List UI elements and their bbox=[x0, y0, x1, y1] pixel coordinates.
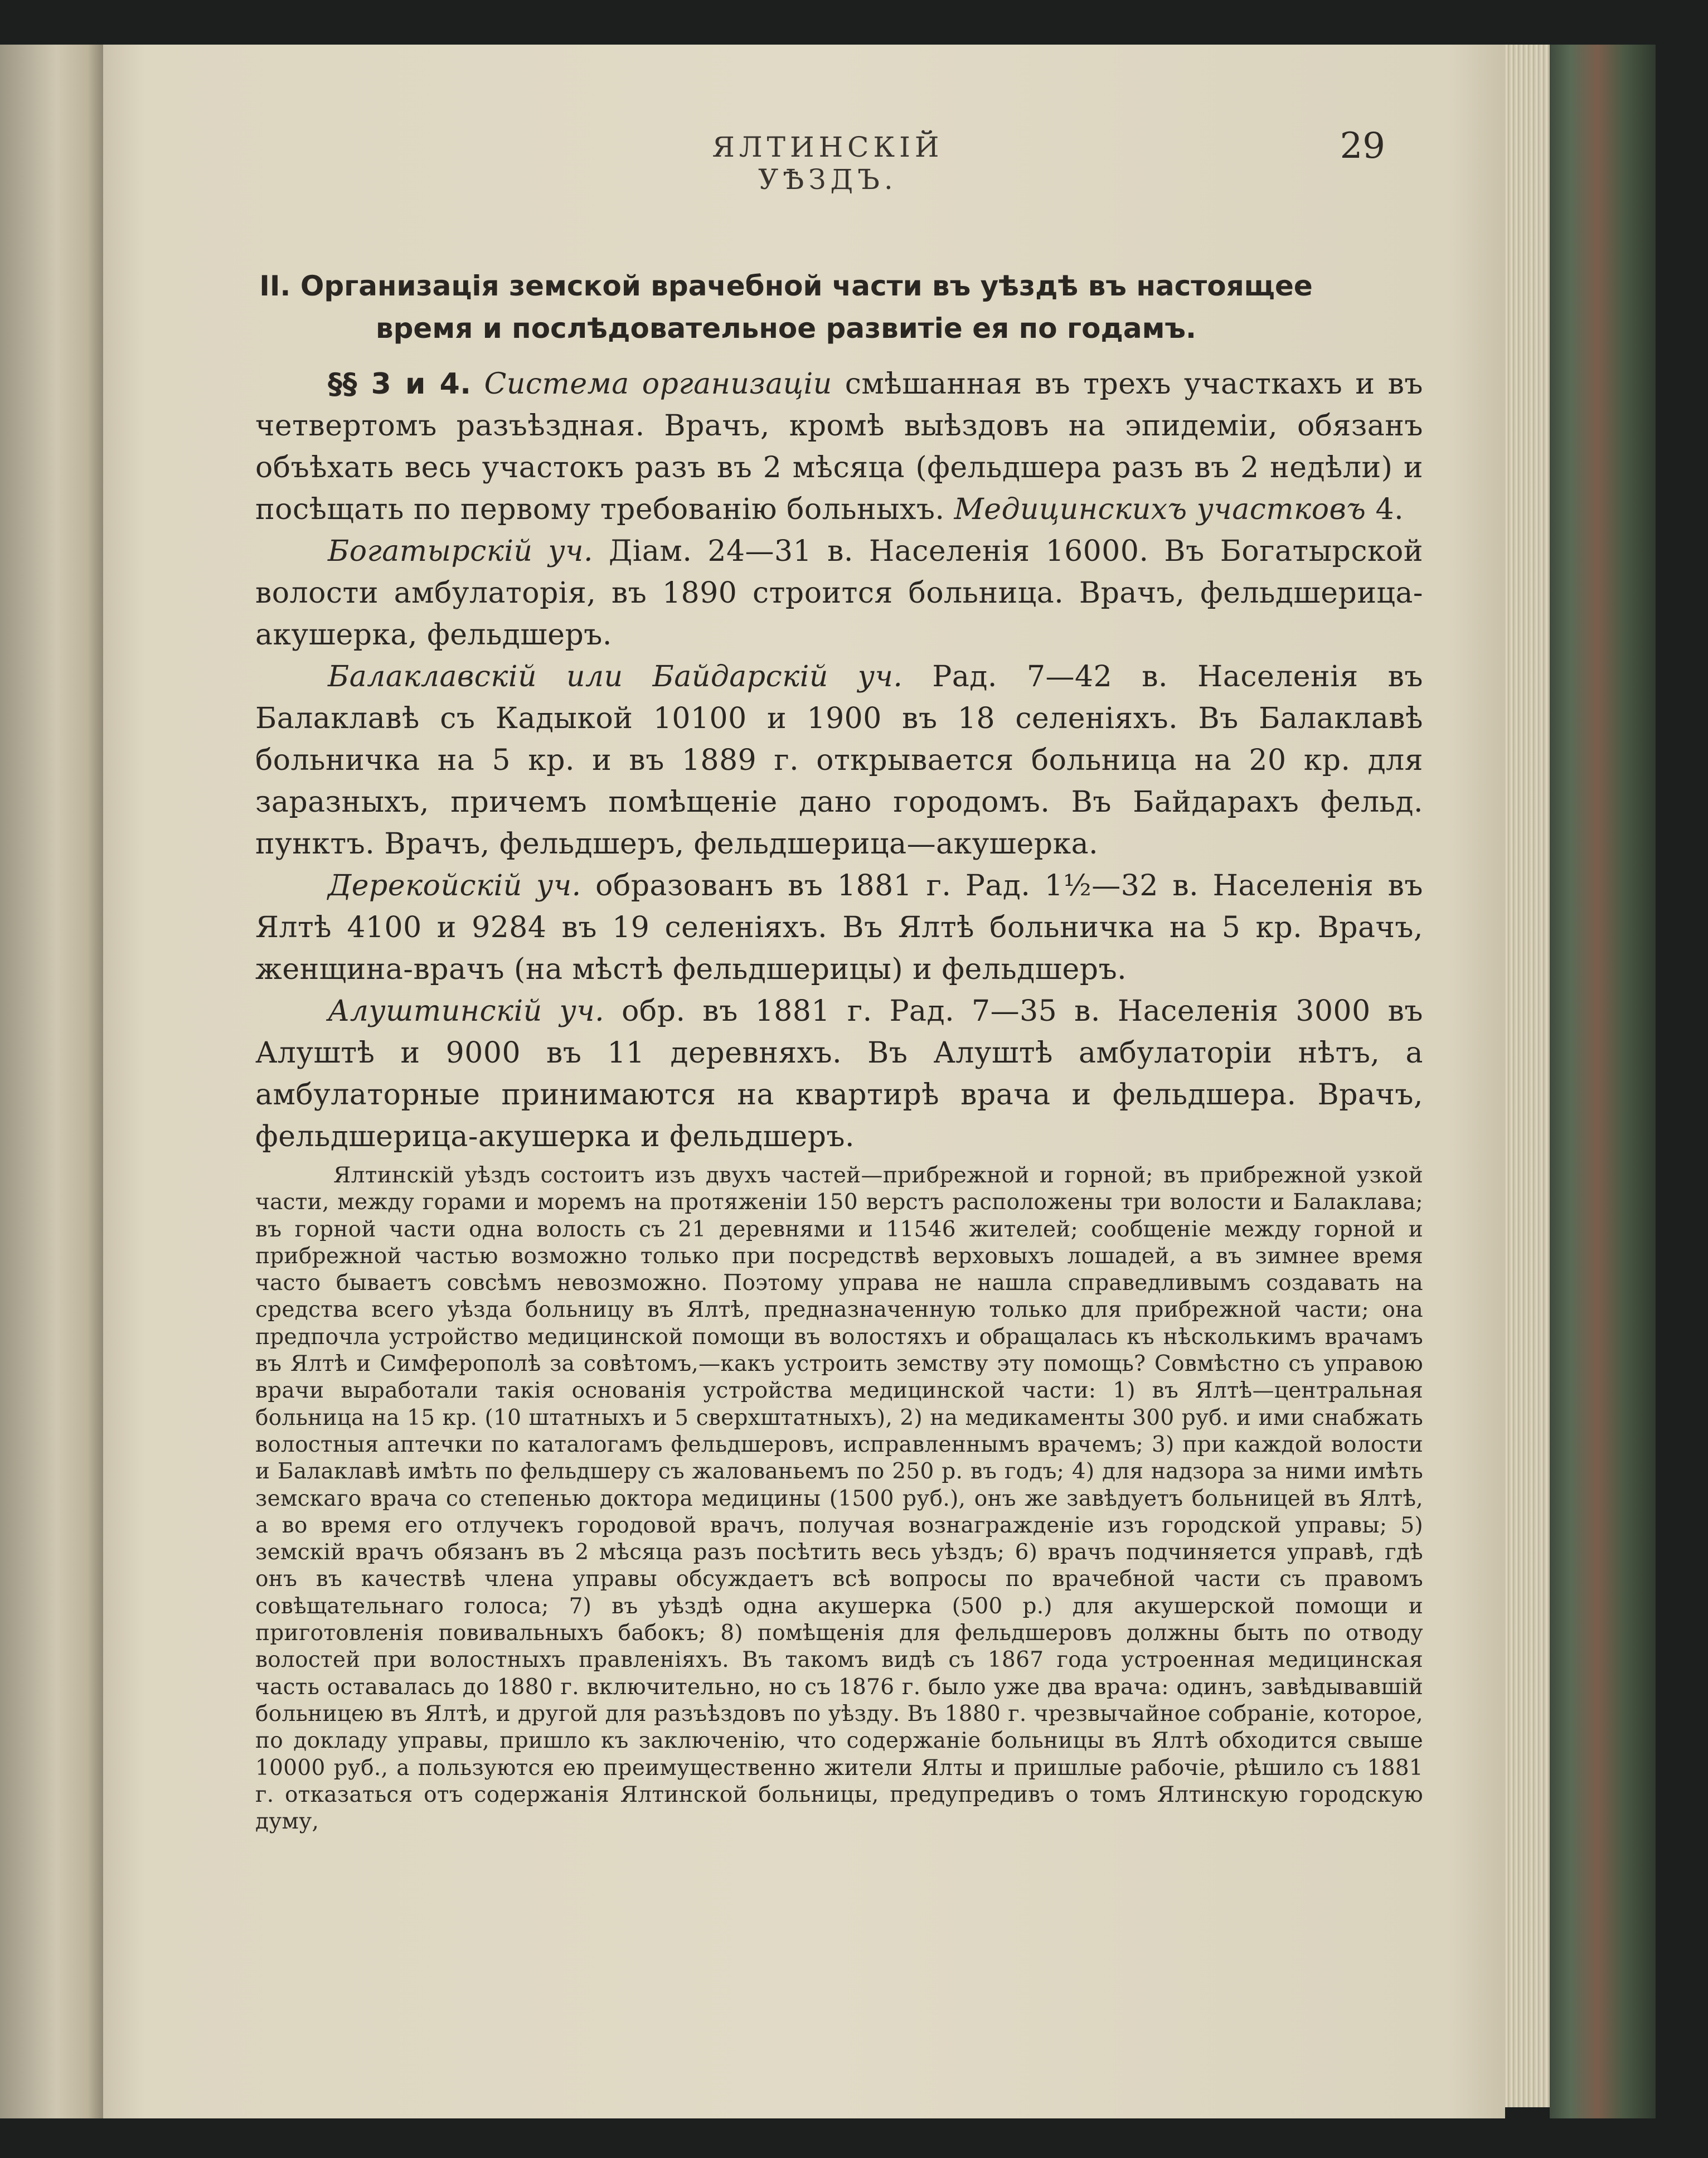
paragraph-text: обр. въ 1881 г. Рад. 7—35 в. Населенія 3000 въ Алуштѣ и 9000 въ 11 деревняхъ. Въ Алуштѣ амбулаторіи нѣтъ, а амбулаторные принимаются на квартирѣ врача и фельдшера. Врачъ, фельдшерица-акушерка и фельдшеръ. bbox=[255, 995, 1423, 1153]
book-cover-board bbox=[1550, 45, 1656, 2118]
paragraph-alushta-district bbox=[255, 991, 1423, 1158]
paragraph-label: Система организаціи bbox=[484, 367, 832, 401]
paragraph-label: Дерекойскій уч. bbox=[328, 869, 581, 903]
paragraph-text-2: 4. bbox=[1366, 493, 1404, 526]
paragraph-bogatyr-district bbox=[255, 531, 1423, 656]
book-page-edges bbox=[1505, 45, 1550, 2107]
book-page bbox=[103, 45, 1505, 2118]
paragraph-derekoy-district bbox=[255, 865, 1423, 991]
paragraph-label: Богатырскій уч. bbox=[328, 535, 594, 568]
paragraph-label-2: Медицинскихъ участковъ bbox=[954, 493, 1366, 526]
paragraph-text: Рад. 7—42 в. Населенія въ Балаклавѣ съ Кадыкой 10100 и 1900 въ 18 селеніяхъ. Въ Балаклавѣ больничка на 5 кр. и въ 1889 г. открывается больница на 20 кр. для заразныхъ, причемъ помѣщеніе дано городомъ. Въ Байдарахъ фельд. пунктъ. Врачъ, фельдшеръ, фельдшерица—акушерка. bbox=[255, 660, 1423, 861]
fine-print-paragraph: Ялтинскій уѣздъ состоитъ изъ двухъ частей—прибрежной и горной; въ прибрежной узкой части, между горами и моремъ на протяженіи 150 верстъ расположены три волости и Балаклава; въ горной части одна волость съ 21 деревнями и 11546 жителей; сообщеніе между горной и прибрежной частью возможно только при посредствѣ верховыхъ лошадей, а въ зимнее время часто бываетъ совсѣмъ невозможно. Поэтому управа не нашла справедливымъ создавать на средства всего уѣзда больницу въ Ялтѣ, предназначенную только для прибрежной части; она предпочла устройство медицинской помощи въ волостяхъ и обращалась къ нѣсколькимъ врачамъ въ Ялтѣ и Симферополѣ за совѣтомъ,—какъ устроить земству эту помощь? Совмѣстно съ управою врачи выработали такія основанія устройства медицинской части: 1) въ Ялтѣ—центральная больница на 15 кр. (10 штатныхъ и 5 сверхштатныхъ), 2) на медикаменты 300 руб. и ими снабжать волостныя аптечки по каталогамъ фельдшеровъ, исправленнымъ врачемъ; 3) при каждой волости и Балаклавѣ имѣть по фельдшеру съ жалованьемъ по 250 р. въ годъ; 4) для надзора за ними имѣть земскаго врача со степенью доктора медицины (1500 руб.), онъ же завѣдуетъ больницей въ Ялтѣ, а во время его отлучекъ городовой врачъ, получая вознагражденіе изъ городской управы; 5) земскій врачъ обязанъ въ 2 мѣсяца разъ посѣтить весь уѣздъ; 6) врачъ подчиняется управѣ, гдѣ онъ въ качествѣ члена управы обсуждаетъ всѣ вопросы по врачебной части съ правомъ совѣщательнаго голоса; 7) въ уѣздѣ одна акушерка (500 р.) для акушерской помощи и приготовленія повивальныхъ бабокъ; 8) помѣщенія для фельдшеровъ должны быть по отводу волостей при волостныхъ правленіяхъ. Въ такомъ видѣ съ 1867 года устроенная медицинская часть оставалась до 1880 г. включительно, но съ 1876 г. было уже два врача: одинъ, завѣдывавшій больницею въ Ялтѣ, и другой для разъѣздовъ по уѣзду. Въ 1880 г. чрезвычайное собраніе, которое, по докладу управы, пришло къ заключенію, что содержаніе больницы въ Ялтѣ обходится свыше 10000 руб., а пользуются ею преимущественно жители Ялты и пришлые рабочіе, рѣшило съ 1881 г. отказаться отъ содержанія Ялтинской больницы, предупредивъ о томъ Ялтинскую городскую думу, bbox=[255, 1163, 1423, 1835]
paragraph-label: Алуштинскій уч. bbox=[328, 995, 605, 1028]
page-number: 29 bbox=[1340, 125, 1385, 167]
body-text bbox=[255, 363, 1423, 1857]
paragraph-lead: §§ 3 и 4. bbox=[328, 367, 472, 401]
paragraph-balaklava-district bbox=[255, 656, 1423, 865]
section-heading: II. Организація земской врачебной части въ уѣздѣ въ настоящее время и послѣдовательное развитіе ея по годамъ. bbox=[259, 270, 1313, 345]
running-head: ЯЛТИНСКІЙ УѢЗДЪ. bbox=[712, 131, 944, 196]
paragraph-text: образованъ въ 1881 г. Рад. 1½—32 в. Населенія въ Ялтѣ 4100 и 9284 въ 19 селеніяхъ. Въ Ялтѣ больничка на 5 кр. Врачъ, женщина-врачъ (на мѣстѣ фельдшерицы) и фельдшеръ. bbox=[255, 869, 1424, 986]
paragraph-text: Діам. 24—31 в. Населенія 16000. Въ Богатырской волости амбулаторія, въ 1890 строится больница. Врачъ, фельдшерица-акушерка, фельдшеръ. bbox=[255, 535, 1423, 652]
paragraph-text: смѣшанная въ трехъ участкахъ и въ четвертомъ разъѣздная. Врачъ, кромѣ выѣздовъ на эпидеміи, обязанъ объѣхать весь участокъ разъ въ 2 мѣсяца (фельдшера разъ въ 2 недѣли) и посѣщать по первому требованію больныхъ. bbox=[255, 367, 1424, 526]
paragraph-system bbox=[255, 363, 1423, 531]
left-page-edge bbox=[0, 45, 103, 2118]
paragraph-label: Балаклавскій или Байдарскій уч. bbox=[328, 660, 903, 694]
